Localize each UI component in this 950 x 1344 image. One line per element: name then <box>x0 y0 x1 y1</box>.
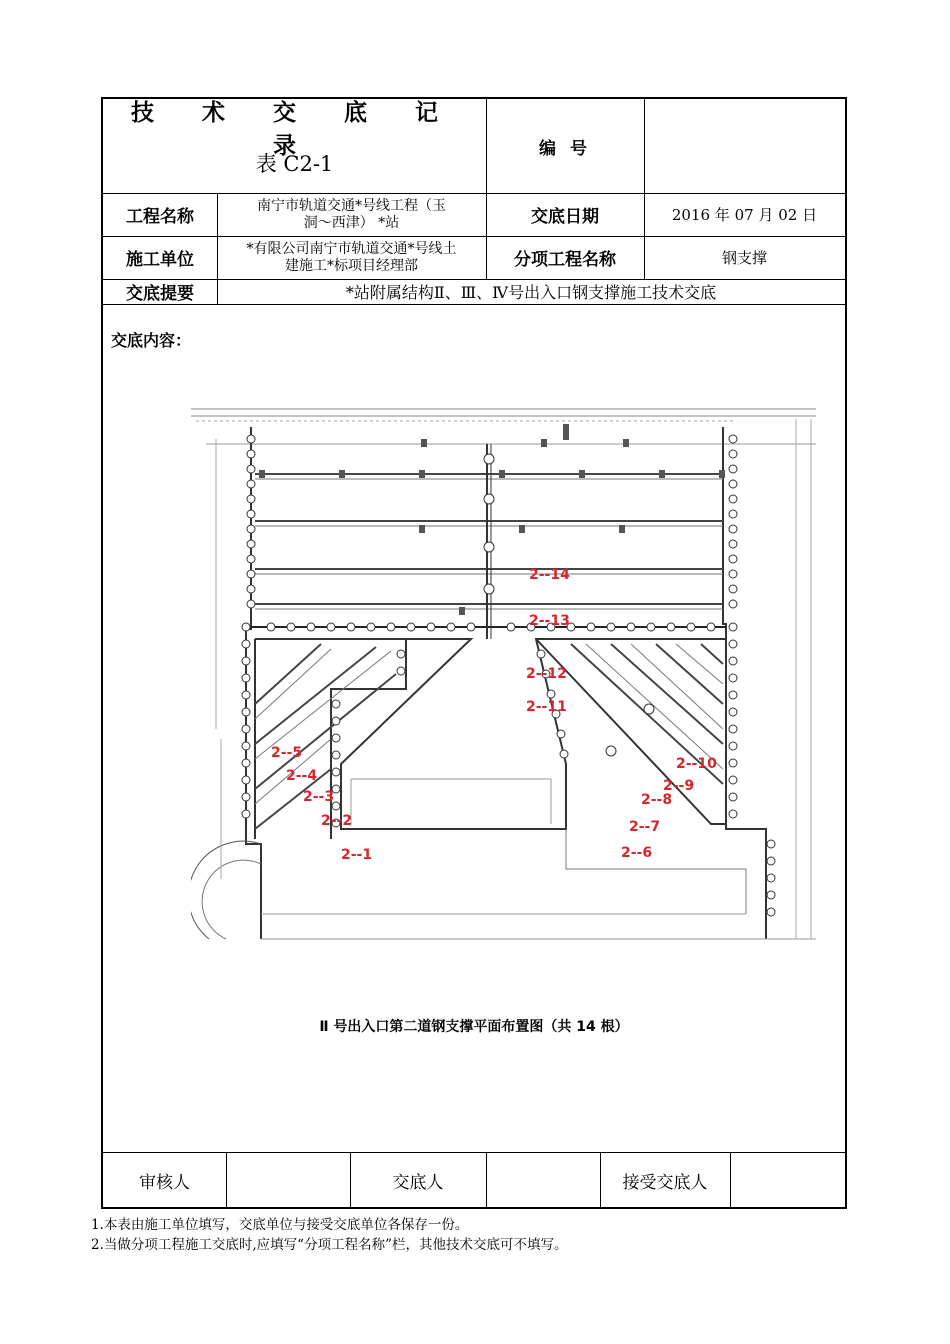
discloser-label: 交底人 <box>392 1173 444 1193</box>
strut-label-2-11: 2--11 <box>526 699 567 715</box>
steel-support-plan-drawing <box>191 399 816 944</box>
note-1: 1.本表由施工单位填写，交底单位与接受交底单位各保存一份。 <box>91 1217 469 1233</box>
unit-label: 施工单位 <box>126 250 194 270</box>
strut-label-2-8: 2--8 <box>641 792 673 808</box>
subproject-value: 钢支撑 <box>721 249 767 267</box>
strut-label-2-1: 2--1 <box>341 847 373 863</box>
note-2: 2.当做分项工程施工交底时,应填写“分项工程名称”栏，其他技术交底可不填写。 <box>91 1237 568 1253</box>
summary-value: *站附属结构Ⅱ、Ⅲ、Ⅳ号出入口钢支撑施工技术交底 <box>345 283 717 302</box>
project-name-value: 南宁市轨道交通*号线工程（玉 洞～西津） *站 <box>257 197 446 231</box>
reviewer-field[interactable] <box>226 1152 350 1209</box>
date-value: 2016 年 07 月 02 日 <box>671 206 818 224</box>
receiver-field[interactable] <box>730 1152 845 1209</box>
drawing-caption: Ⅱ 号出入口第二道钢支撑平面布置图（共 14 根） <box>319 1019 629 1035</box>
form-notes <box>91 1215 567 1255</box>
form-title: 技 术 交 底 记 录 <box>130 99 459 159</box>
strut-label-2-12: 2--12 <box>526 666 567 682</box>
receiver-label: 接受交底人 <box>622 1173 708 1193</box>
strut-label-2-7: 2--7 <box>629 819 661 835</box>
summary-label: 交底提要 <box>126 284 194 304</box>
strut-label-2-2: 2--2 <box>321 813 353 829</box>
subproject-label: 分项工程名称 <box>514 250 616 270</box>
strut-label-2-9: 2--9 <box>663 778 695 794</box>
strut-label-2-4: 2--4 <box>286 768 318 784</box>
technical-disclosure-form <box>101 97 847 1209</box>
strut-label-2-6: 2--6 <box>621 845 653 861</box>
content-label: 交底内容： <box>111 331 192 350</box>
code-label: 编 号 <box>539 138 591 159</box>
strut-label-2-5: 2--5 <box>271 745 303 761</box>
strut-label-2-3: 2--3 <box>303 789 335 805</box>
unit-value: *有限公司南宁市轨道交通*号线土 建施工*标项目经理部 <box>246 240 457 274</box>
strut-label-2-10: 2--10 <box>676 756 717 772</box>
form-number: 表 C2-1 <box>255 152 334 176</box>
discloser-field[interactable] <box>486 1152 600 1209</box>
project-name-label: 工程名称 <box>126 207 194 227</box>
strut-label-2-14: 2--14 <box>529 567 570 583</box>
date-label: 交底日期 <box>531 207 599 227</box>
strut-label-2-13: 2--13 <box>529 613 570 629</box>
reviewer-label: 审核人 <box>139 1173 190 1193</box>
code-value <box>644 99 845 193</box>
